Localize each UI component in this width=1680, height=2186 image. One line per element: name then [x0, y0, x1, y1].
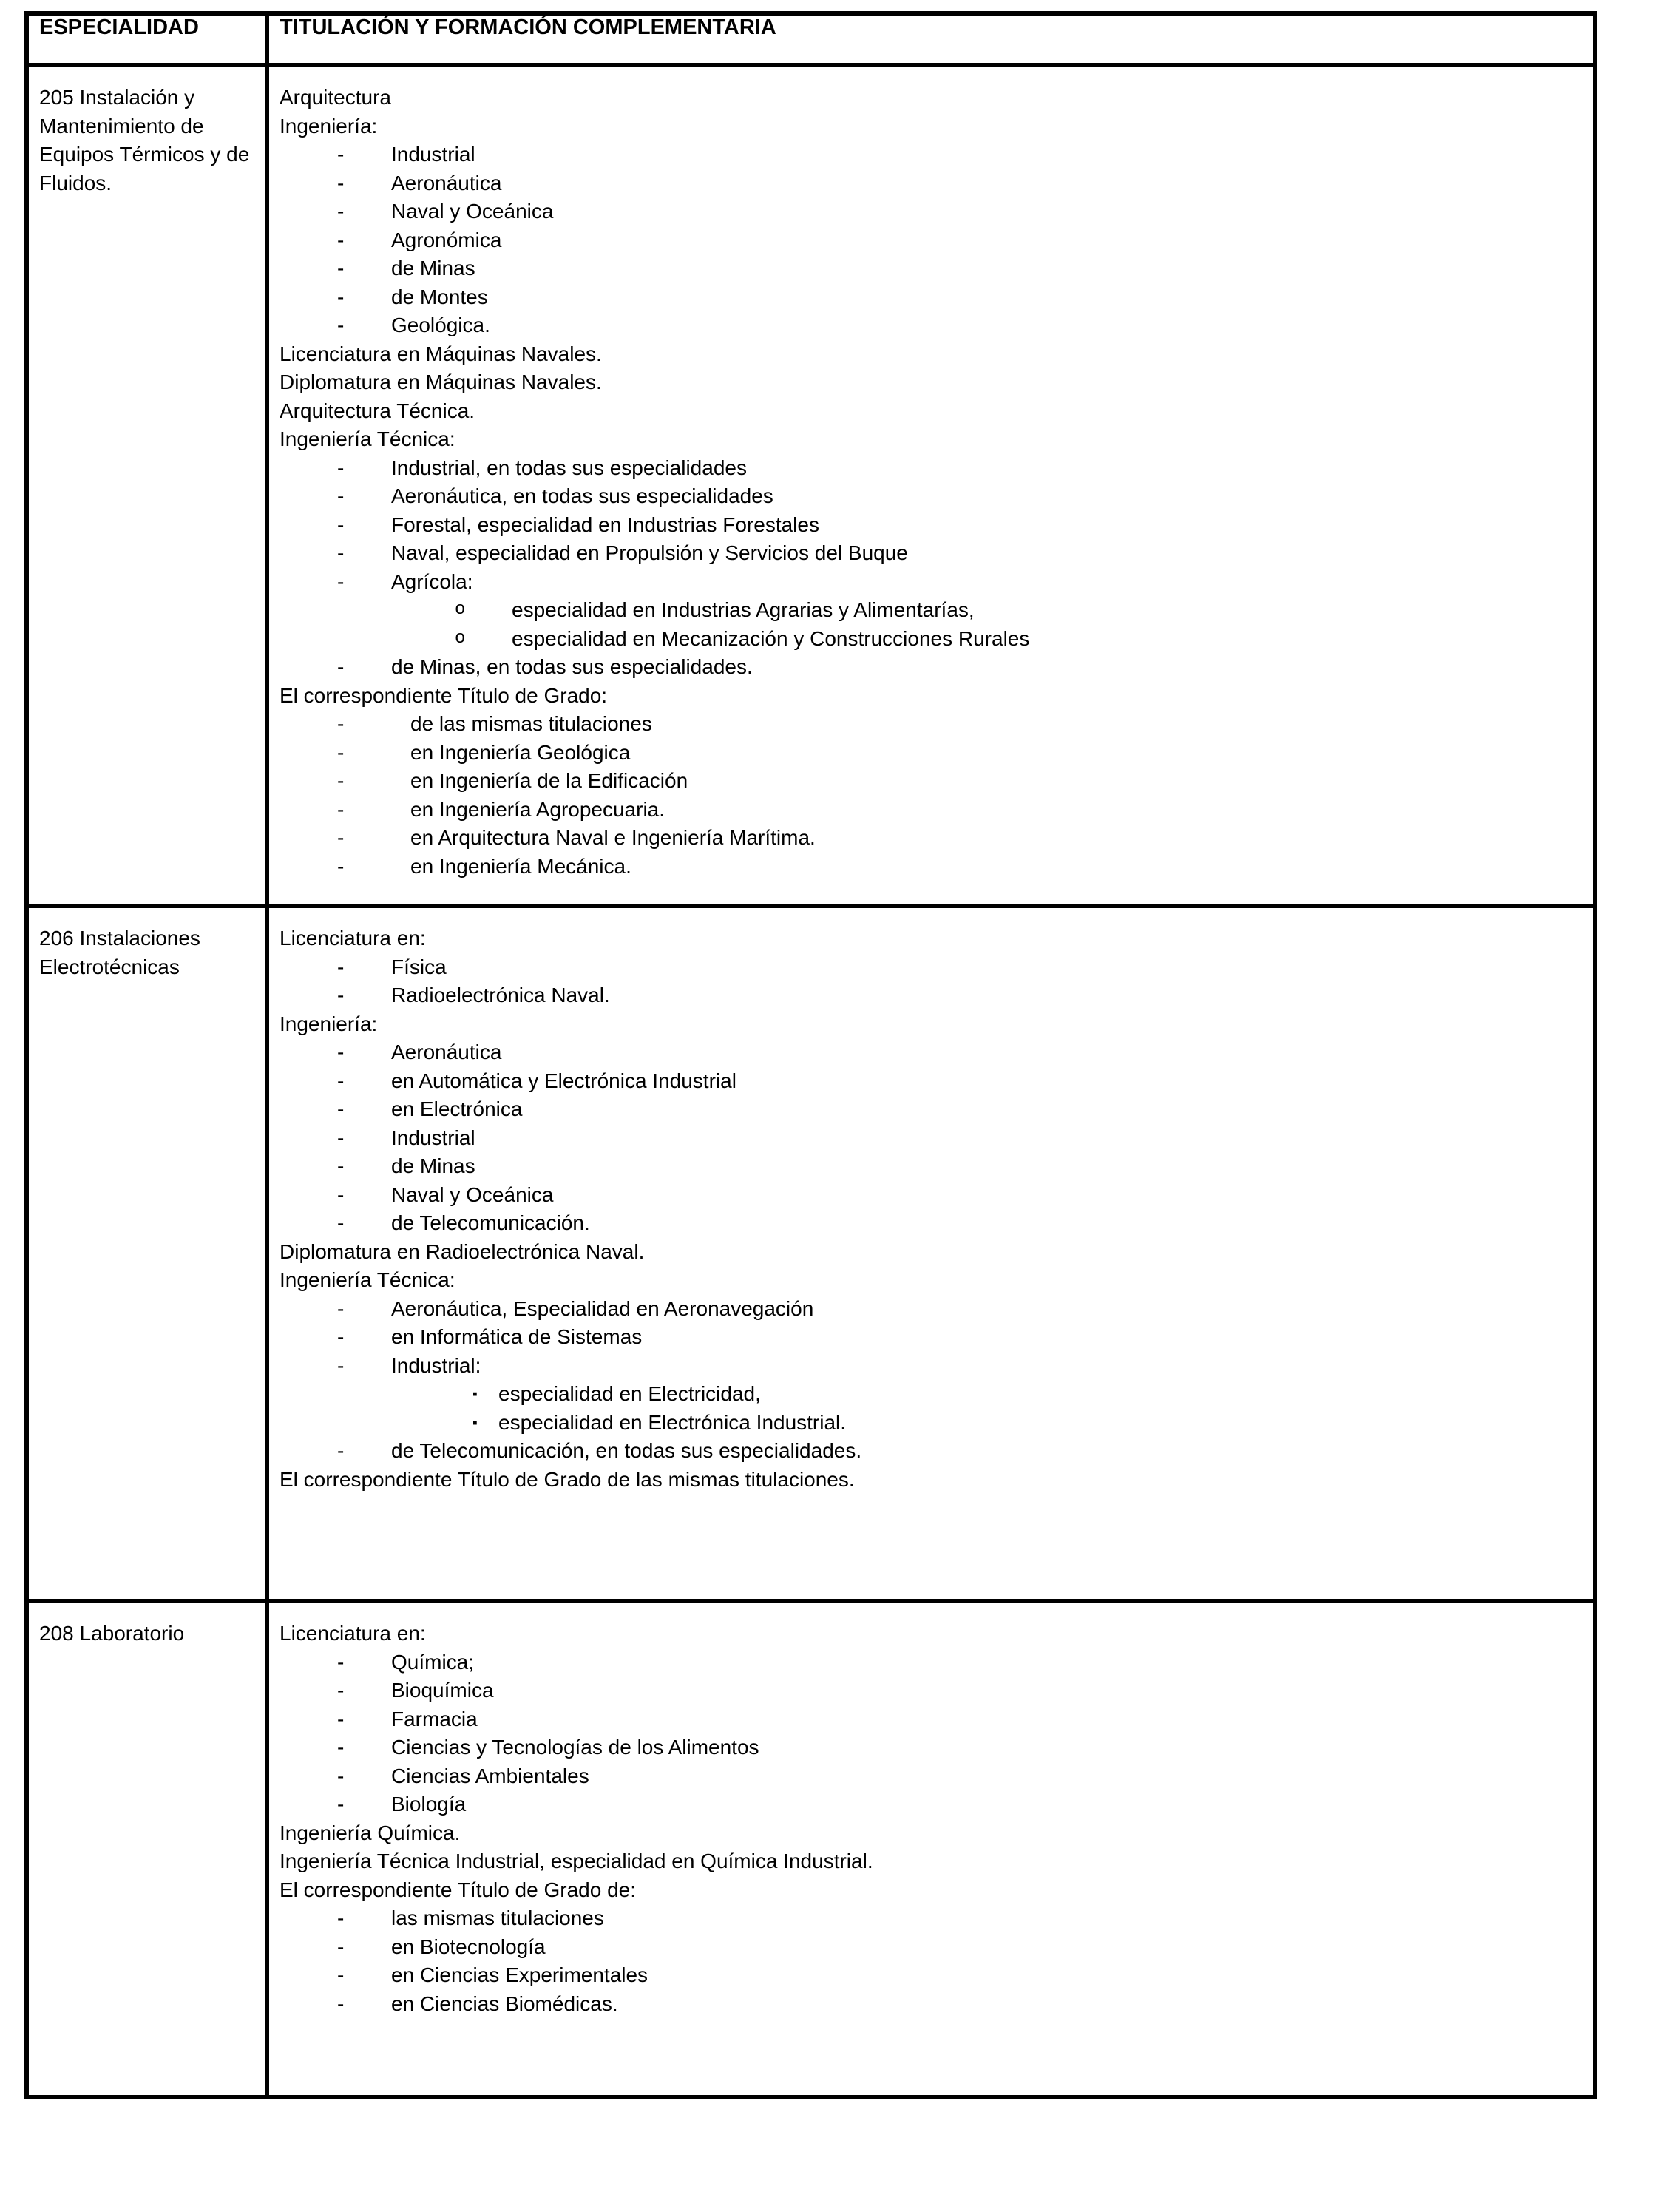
header-row — [27, 13, 1595, 65]
list-line-text: El correspondiente Título de Grado de las mismas titulaciones. — [280, 1467, 855, 1491]
list-line — [280, 653, 1582, 682]
list-line-text: en Electrónica — [391, 1097, 523, 1120]
dash-bullet-icon: - — [337, 1736, 345, 1759]
list-line — [280, 1323, 1582, 1352]
dash-bullet-icon: - — [337, 228, 345, 251]
dash-bullet-icon: - — [337, 1325, 345, 1348]
list-line — [280, 1010, 1582, 1039]
list-line — [280, 953, 1582, 982]
dash-bullet-icon: - — [337, 1439, 345, 1462]
list-line — [280, 1620, 1582, 1648]
list-line — [280, 454, 1582, 483]
list-line-text: Licenciatura en: — [280, 1622, 426, 1645]
square-bullet-icon: ▪ — [472, 1415, 478, 1431]
list-line — [280, 1876, 1582, 1905]
list-line-text: Ingeniería: — [280, 1012, 378, 1035]
list-line — [280, 1209, 1582, 1238]
list-line — [280, 1466, 1582, 1495]
dash-bullet-icon: - — [337, 955, 345, 978]
dash-bullet-icon: - — [337, 797, 345, 821]
dash-bullet-icon: - — [337, 1793, 345, 1816]
dash-bullet-icon: - — [337, 1211, 345, 1234]
list-line-text: en Automática y Electrónica Industrial — [391, 1069, 736, 1092]
dash-bullet-icon: - — [337, 1182, 345, 1206]
especialidad-cell — [27, 65, 267, 906]
table-row — [27, 906, 1595, 1601]
list-line-text: Agronómica — [391, 228, 502, 251]
list-line-text: Naval, especialidad en Propulsión y Servicios del Buque — [391, 541, 908, 564]
list-line — [280, 853, 1582, 881]
list-line — [280, 739, 1582, 768]
especialidad-text: 205 Instalación y Mantenimiento de Equipos Térmicos y de Fluidos. — [39, 86, 250, 194]
list-line-text: de Telecomunicación. — [391, 1211, 590, 1234]
list-line-text: Geológica. — [391, 314, 490, 336]
list-line-text: Ciencias Ambientales — [391, 1764, 589, 1787]
list-line-text: de Minas, en todas sus especialidades. — [391, 655, 753, 678]
list-line — [280, 141, 1582, 169]
dash-bullet-icon: - — [337, 1154, 345, 1177]
list-line-text: Licenciatura en: — [280, 927, 426, 950]
titulacion-cell — [267, 1601, 1595, 2097]
list-line-text: Diplomatura en Máquinas Navales. — [280, 370, 602, 393]
list-line — [280, 197, 1582, 226]
list-line-text: Física — [391, 955, 447, 978]
list-line — [280, 710, 1582, 739]
dash-bullet-icon: - — [337, 769, 345, 792]
list-line-text: Forestal, especialidad en Industrias Forestales — [391, 512, 819, 536]
list-line — [280, 1819, 1582, 1848]
especialidad-text: 208 Laboratorio — [39, 1622, 185, 1645]
list-line — [280, 1733, 1582, 1762]
column-header-especialidad: ESPECIALIDAD — [27, 13, 267, 65]
list-line — [280, 1648, 1582, 1677]
list-line — [280, 311, 1582, 340]
list-line — [280, 511, 1582, 540]
list-line-text: de Minas — [391, 1154, 475, 1177]
dash-bullet-icon: - — [337, 655, 345, 678]
list-line-text: en Ingeniería Agropecuaria. — [410, 797, 665, 821]
dash-bullet-icon: - — [337, 1126, 345, 1149]
list-line — [280, 1067, 1582, 1096]
titulacion-cell — [267, 65, 1595, 906]
list-line — [280, 226, 1582, 255]
list-line-text: especialidad en Industrias Agrarias y Alimentarías, — [512, 598, 975, 621]
list-line — [280, 112, 1582, 141]
list-line-text: Ingeniería Técnica: — [280, 427, 455, 450]
list-line-text: Aeronáutica, Especialidad en Aeronavegación — [391, 1296, 814, 1320]
list-line — [280, 796, 1582, 825]
list-line — [280, 1295, 1582, 1324]
table-row — [27, 1601, 1595, 2097]
list-line-text: Arquitectura — [280, 86, 391, 109]
list-line-text: Agrícola: — [391, 569, 473, 593]
dash-bullet-icon: - — [337, 1963, 345, 1986]
dash-bullet-icon: - — [337, 1296, 345, 1320]
list-line — [280, 981, 1582, 1010]
dash-bullet-icon: - — [337, 456, 345, 479]
dash-bullet-icon: - — [337, 171, 345, 194]
list-line — [280, 169, 1582, 198]
list-line — [280, 482, 1582, 511]
list-line — [280, 1238, 1582, 1267]
list-line — [280, 1933, 1582, 1962]
list-line — [280, 1762, 1582, 1791]
dash-bullet-icon: - — [337, 1992, 345, 2015]
list-line-text: en Ingeniería de la Edificación — [410, 769, 688, 792]
list-line-text: Ingeniería Técnica Industrial, especialidad en Química Industrial. — [280, 1850, 873, 1872]
dash-bullet-icon: - — [337, 1353, 345, 1377]
list-line-text: Industrial — [391, 143, 475, 166]
list-line — [280, 682, 1582, 711]
list-line — [280, 1790, 1582, 1819]
list-line-text: Química; — [391, 1650, 475, 1674]
list-line — [280, 824, 1582, 853]
list-line-text: en Arquitectura Naval e Ingeniería Marítima. — [410, 826, 816, 849]
list-line-text: especialidad en Mecanización y Construcciones Rurales — [512, 626, 1030, 650]
dash-bullet-icon: - — [337, 712, 345, 735]
list-line-text: en Ciencias Experimentales — [391, 1963, 648, 1986]
list-line — [280, 254, 1582, 283]
list-line-text: Naval y Oceánica — [391, 1182, 554, 1206]
list-line — [280, 1352, 1582, 1381]
dash-bullet-icon: - — [337, 285, 345, 308]
list-line-text: Ingeniería: — [280, 114, 378, 138]
list-line-text: Farmacia — [391, 1707, 478, 1730]
list-line — [280, 1266, 1582, 1295]
list-line-text: en Ciencias Biomédicas. — [391, 1992, 618, 2015]
dash-bullet-icon: - — [337, 541, 345, 564]
list-line-text: de Telecomunicación, en todas sus especialidades. — [391, 1439, 862, 1462]
list-line — [280, 1847, 1582, 1876]
list-line-text: Aeronáutica, en todas sus especialidades — [391, 484, 773, 507]
circle-bullet-icon: o — [455, 628, 466, 649]
list-line-text: especialidad en Electrónica Industrial. — [498, 1410, 847, 1434]
list-line — [280, 568, 1582, 597]
list-line-text: Ingeniería Química. — [280, 1821, 461, 1844]
list-line-text: de Minas — [391, 257, 475, 280]
list-line-text: Industrial: — [391, 1353, 481, 1377]
list-line-text: Diplomatura en Radioelectrónica Naval. — [280, 1239, 645, 1263]
list-line — [280, 84, 1582, 112]
list-line — [280, 1676, 1582, 1705]
list-line-text: Bioquímica — [391, 1679, 494, 1702]
titulacion-cell — [267, 906, 1595, 1601]
list-line — [280, 368, 1582, 397]
list-line — [280, 924, 1582, 953]
list-line — [280, 1990, 1582, 2019]
list-line — [280, 539, 1582, 568]
especialidad-table — [24, 11, 1597, 2099]
dash-bullet-icon: - — [337, 1906, 345, 1929]
list-line — [280, 1380, 1582, 1409]
list-line-text: Aeronáutica — [391, 1040, 502, 1063]
dash-bullet-icon: - — [337, 1764, 345, 1787]
list-line-text: Industrial — [391, 1126, 475, 1149]
dash-bullet-icon: - — [337, 1040, 345, 1063]
list-line — [280, 1038, 1582, 1067]
especialidad-cell — [27, 1601, 267, 2097]
dash-bullet-icon: - — [337, 1650, 345, 1674]
table-header — [27, 13, 1595, 65]
list-line-text: especialidad en Electricidad, — [498, 1382, 761, 1405]
list-line — [280, 283, 1582, 312]
list-line-text: las mismas titulaciones — [391, 1906, 604, 1929]
list-line-text: Ciencias y Tecnologías de los Alimentos — [391, 1736, 759, 1759]
list-line — [280, 425, 1582, 454]
dash-bullet-icon: - — [337, 984, 345, 1006]
list-line-text: Arquitectura Técnica. — [280, 399, 475, 422]
list-line — [280, 1409, 1582, 1438]
dash-bullet-icon: - — [337, 854, 345, 878]
list-line — [280, 1181, 1582, 1210]
list-line-text: El correspondiente Título de Grado de: — [280, 1878, 637, 1901]
dash-bullet-icon: - — [337, 1707, 345, 1730]
table-row — [27, 65, 1595, 906]
list-line-text: Radioelectrónica Naval. — [391, 984, 610, 1006]
list-line — [280, 625, 1582, 654]
dash-bullet-icon: - — [337, 1097, 345, 1120]
especialidad-cell — [27, 906, 267, 1601]
list-line — [280, 596, 1582, 625]
circle-bullet-icon: o — [455, 600, 466, 620]
square-bullet-icon: ▪ — [472, 1387, 478, 1402]
list-line-text: El correspondiente Título de Grado: — [280, 683, 608, 707]
dash-bullet-icon: - — [337, 826, 345, 849]
list-line-text: Ingeniería Técnica: — [280, 1268, 455, 1291]
list-line-text: Licenciatura en Máquinas Navales. — [280, 342, 602, 365]
dash-bullet-icon: - — [337, 314, 345, 336]
dash-bullet-icon: - — [337, 740, 345, 764]
table-body — [27, 65, 1595, 2097]
list-line-text: Industrial, en todas sus especialidades — [391, 456, 747, 479]
dash-bullet-icon: - — [337, 1069, 345, 1092]
list-line — [280, 767, 1582, 796]
list-line-text: en Informática de Sistemas — [391, 1325, 643, 1348]
list-line-text: en Ingeniería Mecánica. — [410, 854, 631, 878]
dash-bullet-icon: - — [337, 257, 345, 280]
list-line — [280, 1904, 1582, 1933]
list-line — [280, 397, 1582, 426]
dash-bullet-icon: - — [337, 484, 345, 507]
especialidad-text: 206 Instalaciones Electrotécnicas — [39, 927, 200, 978]
list-line-text: de Montes — [391, 285, 488, 308]
dash-bullet-icon: - — [337, 512, 345, 536]
column-header-titulacion: TITULACIÓN Y FORMACIÓN COMPLEMENTARIA — [267, 13, 1595, 65]
list-line-text: en Ingeniería Geológica — [410, 740, 631, 764]
list-line — [280, 1152, 1582, 1181]
list-line-text: Biología — [391, 1793, 467, 1816]
dash-bullet-icon: - — [337, 1935, 345, 1958]
dash-bullet-icon: - — [337, 569, 345, 593]
list-line-text: Naval y Oceánica — [391, 200, 554, 223]
list-line — [280, 340, 1582, 369]
dash-bullet-icon: - — [337, 143, 345, 166]
list-line — [280, 1961, 1582, 1990]
list-line — [280, 1124, 1582, 1153]
list-line — [280, 1705, 1582, 1734]
list-line — [280, 1437, 1582, 1466]
list-line-text: en Biotecnología — [391, 1935, 546, 1958]
dash-bullet-icon: - — [337, 200, 345, 223]
list-line — [280, 1095, 1582, 1124]
dash-bullet-icon: - — [337, 1679, 345, 1702]
list-line-text: de las mismas titulaciones — [410, 712, 652, 735]
list-line-text: Aeronáutica — [391, 171, 502, 194]
